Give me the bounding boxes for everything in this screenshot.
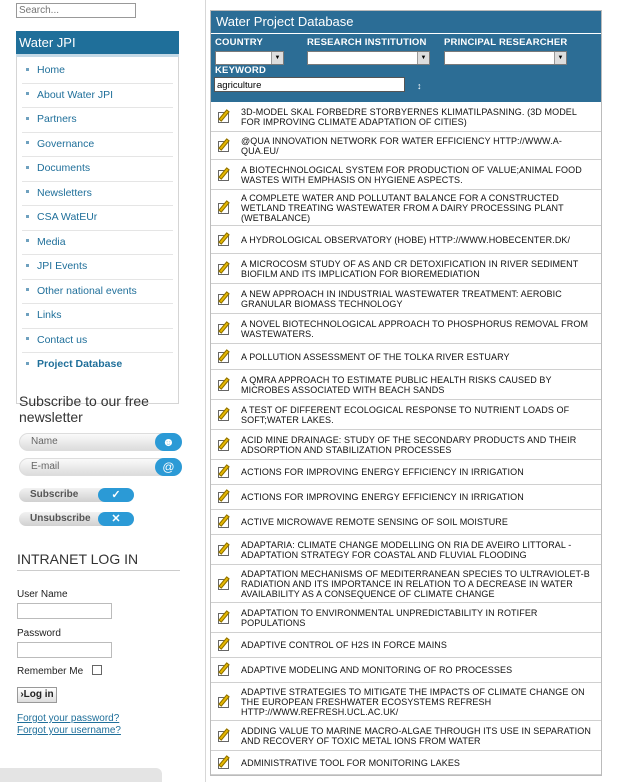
- login-button[interactable]: ›Log in: [17, 687, 57, 703]
- edit-note-icon[interactable]: [218, 408, 232, 422]
- password-label: Password: [17, 628, 61, 639]
- result-title: ADMINISTRATIVE TOOL FOR MONITORING LAKES: [241, 757, 461, 768]
- institution-label: RESEARCH INSTITUTION: [307, 37, 427, 48]
- sidebar-item-label: Links: [37, 309, 62, 321]
- sidebar-item[interactable]: [22, 108, 173, 133]
- result-row[interactable]: [211, 535, 601, 565]
- result-row[interactable]: [211, 658, 601, 683]
- result-row[interactable]: [211, 683, 601, 721]
- sidebar-item[interactable]: [22, 182, 173, 207]
- search-submit-icon[interactable]: ↕: [417, 81, 422, 91]
- result-row[interactable]: [211, 226, 601, 254]
- edit-note-icon[interactable]: [218, 543, 232, 557]
- result-title: ADAPTARIA: CLIMATE CHANGE MODELLING ON RIA DE AVEIRO LITTORAL - ADAPTATION STRATEGY FOR COASTAL AND FLUVIAL FLOODING: [241, 539, 572, 560]
- edit-note-icon[interactable]: [218, 110, 232, 124]
- chevron-down-icon: ▼: [417, 52, 429, 64]
- result-title: A NEW APPROACH IN INDUSTRIAL WASTEWATER TREATMENT: AEROBIC GRANULAR BIOMASS TECHNOLOGY: [241, 288, 562, 309]
- bullet-icon: [26, 68, 29, 71]
- result-row[interactable]: [211, 370, 601, 400]
- remember-checkbox[interactable]: [92, 665, 102, 675]
- bullet-icon: [26, 92, 29, 95]
- result-title: A NOVEL BIOTECHNOLOGICAL APPROACH TO PHOSPHORUS REMOVAL FROM WASTEWATERS.: [241, 318, 589, 339]
- result-row[interactable]: [211, 510, 601, 535]
- newsletter-email-field[interactable]: [19, 458, 182, 476]
- sidebar-item[interactable]: [22, 133, 173, 158]
- result-row[interactable]: [211, 102, 601, 132]
- keyword-input[interactable]: agriculture: [214, 77, 405, 92]
- sidebar-item-label: Contact us: [37, 333, 88, 346]
- result-row[interactable]: [211, 460, 601, 485]
- result-title: @QUA INNOVATION NETWORK FOR WATER EFFICIENCY HTTP://WWW.A-QUA.EU/: [241, 135, 562, 156]
- sidebar-item-label: JPI Events: [37, 260, 88, 272]
- result-row[interactable]: [211, 284, 601, 314]
- edit-note-icon[interactable]: [218, 438, 232, 452]
- edit-note-icon[interactable]: [218, 233, 232, 247]
- result-title: ACTIONS FOR IMPROVING ENERGY EFFICIENCY IN IRRIGATION: [241, 467, 524, 477]
- edit-note-icon[interactable]: [218, 292, 232, 306]
- result-title: ACTIVE MICROWAVE REMOTE SENSING OF SOIL MOISTURE: [241, 517, 508, 527]
- result-title: A POLLUTION ASSESSMENT OF THE TOLKA RIVER ESTUARY: [241, 351, 510, 362]
- bullet-icon: [26, 313, 29, 316]
- bullet-icon: [26, 288, 29, 291]
- result-title: ADAPTIVE STRATEGIES TO MITIGATE THE IMPACTS OF CLIMATE CHANGE ON THE EUROPEAN FRESHWATER ECOSYSTEMS REFRESH HTTP://WWW.REFRESH.UCL.AC.UK/: [241, 686, 585, 717]
- result-row[interactable]: [211, 633, 601, 658]
- password-field[interactable]: [17, 642, 112, 658]
- at-icon: @: [155, 458, 182, 476]
- result-row[interactable]: [211, 132, 601, 160]
- result-title: A HYDROLOGICAL OBSERVATORY (HOBE) HTTP://WWW.HOBECENTER.DK/: [241, 234, 571, 245]
- sidebar-item-label: Project Database: [37, 358, 123, 370]
- bullet-icon: [26, 117, 29, 120]
- sidebar-item[interactable]: [22, 304, 173, 329]
- name-placeholder: Name: [31, 436, 58, 447]
- sidebar-menu: [16, 57, 179, 404]
- forgot-username-link[interactable]: Forgot your username?: [17, 725, 121, 736]
- sidebar-item[interactable]: [22, 84, 173, 109]
- bullet-icon: [26, 239, 29, 242]
- result-title: A TEST OF DIFFERENT ECOLOGICAL RESPONSE TO NUTRIENT LOADS OF SOFT;WATER LAKES.: [241, 404, 570, 425]
- edit-note-icon[interactable]: [218, 515, 232, 529]
- chevron-down-icon: ▼: [554, 52, 566, 64]
- keyword-label: KEYWORD: [215, 65, 267, 76]
- sidebar-item-label: Home: [37, 64, 66, 76]
- results-list: [211, 102, 601, 775]
- bullet-icon: [26, 337, 29, 340]
- country-select[interactable]: [215, 51, 284, 65]
- sidebar-item-label: Governance: [37, 137, 95, 150]
- edit-note-icon[interactable]: [218, 611, 232, 625]
- sidebar-item[interactable]: [22, 353, 173, 377]
- bullet-icon: [26, 166, 29, 169]
- edit-note-icon[interactable]: [218, 638, 232, 652]
- result-title: ADAPTIVE MODELING AND MONITORING OF RO PROCESSES: [241, 665, 513, 675]
- sidebar-item-label: Documents: [37, 162, 91, 174]
- result-title: A BIOTECHNOLOGICAL SYSTEM FOR PRODUCTION OF VALUE;ANIMAL FOOD WASTES WITH EMPHASIS ON HYGIENE ASPECTS.: [241, 164, 582, 185]
- sidebar-item-label: Partners: [37, 113, 77, 125]
- unsubscribe-button[interactable]: [19, 512, 134, 526]
- subscribe-label: Subscribe: [30, 489, 79, 500]
- institution-select[interactable]: [307, 51, 430, 65]
- edit-note-icon[interactable]: [218, 168, 232, 182]
- sidebar-item[interactable]: [22, 280, 173, 305]
- edit-note-icon[interactable]: [218, 378, 232, 392]
- username-field[interactable]: [17, 603, 112, 619]
- sidebar-item[interactable]: [22, 231, 173, 256]
- result-row[interactable]: [211, 400, 601, 430]
- result-row[interactable]: [211, 344, 601, 370]
- edit-note-icon[interactable]: [218, 350, 232, 364]
- edit-note-icon[interactable]: [218, 490, 232, 504]
- sidebar-item[interactable]: [22, 329, 173, 354]
- footer-tab: [0, 768, 162, 782]
- sidebar-item[interactable]: [22, 206, 173, 231]
- cross-icon: ✕: [98, 512, 134, 526]
- sidebar-item-label: Media: [37, 235, 66, 248]
- sidebar-item[interactable]: [22, 157, 173, 182]
- email-placeholder: E-mail: [31, 461, 60, 472]
- newsletter-title: Subscribe to our free newsletter: [19, 393, 149, 425]
- sidebar-item-label: CSA WatEUr: [37, 211, 98, 223]
- result-row[interactable]: [211, 565, 601, 603]
- sidebar-item[interactable]: [22, 255, 173, 280]
- edit-note-icon[interactable]: [218, 756, 232, 770]
- project-database: [210, 10, 602, 776]
- edit-note-icon[interactable]: [218, 663, 232, 677]
- sidebar-title: Water JPI: [16, 31, 179, 57]
- username-label: User Name: [17, 589, 68, 600]
- sidebar: [16, 31, 179, 404]
- edit-note-icon[interactable]: [218, 695, 232, 709]
- result-row[interactable]: [211, 751, 601, 775]
- result-title: ADAPTATION TO ENVIRONMENTAL UNPREDICTABILITY IN ROTIFER POPULATIONS: [241, 607, 538, 628]
- chevron-down-icon: ▼: [271, 52, 283, 64]
- sidebar-item[interactable]: [22, 59, 173, 84]
- bullet-icon: [26, 190, 29, 193]
- remember-label: Remember Me: [17, 666, 84, 677]
- database-title: Water Project Database: [211, 11, 601, 34]
- bullet-icon: [26, 264, 29, 267]
- sidebar-item-label: Newsletters: [37, 186, 92, 199]
- edit-note-icon[interactable]: [218, 577, 232, 591]
- bullet-icon: [26, 215, 29, 218]
- result-title: 3D-MODEL SKAL FORBEDRE STORBYERNES KLIMATILPASNING. (3D MODEL FOR IMPROVING CLIMATE ADAPTATION OF CITIES): [241, 106, 577, 127]
- result-title: A MICROCOSM STUDY OF AS AND CR DETOXIFICATION IN RIVER SEDIMENT BIOFILM AND ITS IMPLICATION FOR BIOREMEDIATION: [241, 258, 579, 279]
- intranet-title: INTRANET LOG IN: [17, 551, 139, 567]
- sidebar-item-label: Other national events: [37, 284, 137, 297]
- sidebar-item-label: About Water JPI: [37, 88, 114, 101]
- checkmark-icon: ✓: [98, 488, 134, 502]
- edit-note-icon[interactable]: [218, 729, 232, 743]
- search-input[interactable]: [16, 3, 136, 18]
- result-row[interactable]: [211, 485, 601, 510]
- result-row[interactable]: [211, 190, 601, 226]
- result-row[interactable]: [211, 314, 601, 344]
- edit-note-icon[interactable]: [218, 201, 232, 215]
- edit-note-icon[interactable]: [218, 465, 232, 479]
- edit-note-icon[interactable]: [218, 322, 232, 336]
- researcher-select[interactable]: [444, 51, 567, 65]
- unsubscribe-label: Unsubscribe: [30, 513, 91, 524]
- newsletter-name-field[interactable]: [19, 433, 182, 451]
- user-icon: ☻: [155, 433, 182, 451]
- bullet-icon: [26, 141, 29, 144]
- researcher-label: PRINCIPAL RESEARCHER: [444, 37, 568, 48]
- result-title: ADAPTATION MECHANISMS OF MEDITERRANEAN SPECIES TO ULTRAVIOLET-B RADIATION AND ITS IMPORTANCE IN RELATION TO A DECREASE IN WATER AVAILABILITY AS A CONSEQUENCE OF CLIMATE CHANGE: [241, 568, 590, 599]
- result-row[interactable]: [211, 721, 601, 751]
- edit-note-icon[interactable]: [218, 262, 232, 276]
- forgot-password-link[interactable]: Forgot your password?: [17, 713, 120, 724]
- result-title: ACID MINE DRAINAGE: STUDY OF THE SECONDARY PRODUCTS AND THEIR ADSORPTION AND STABILIZATION PROCESSES: [241, 434, 577, 455]
- result-row[interactable]: [211, 254, 601, 284]
- result-row[interactable]: [211, 603, 601, 633]
- result-title: ADDING VALUE TO MARINE MACRO-ALGAE THROUGH ITS USE IN SEPARATION AND RECOVERY OF TOXIC METAL IONS FROM WATER: [241, 725, 591, 746]
- result-title: ADAPTIVE CONTROL OF H2S IN FORCE MAINS: [241, 640, 447, 650]
- result-row[interactable]: [211, 430, 601, 460]
- country-label: COUNTRY: [215, 37, 264, 48]
- intranet-divider: [17, 570, 180, 571]
- subscribe-button[interactable]: [19, 488, 134, 502]
- result-title: A QMRA APPROACH TO ESTIMATE PUBLIC HEALTH RISKS CAUSED BY MICROBES ASSOCIATED WITH BEACH SANDS: [241, 374, 552, 395]
- result-title: A COMPLETE WATER AND POLLUTANT BALANCE FOR A CONSTRUCTED WETLAND TREATING WASTEWATER FROM A DAIRY PROCESSING PLANT (WETBALANCE): [241, 192, 564, 223]
- bullet-icon: [26, 362, 29, 365]
- edit-note-icon[interactable]: [218, 139, 232, 153]
- result-title: ACTIONS FOR IMPROVING ENERGY EFFICIENCY IN IRRIGATION: [241, 492, 524, 502]
- result-row[interactable]: [211, 160, 601, 190]
